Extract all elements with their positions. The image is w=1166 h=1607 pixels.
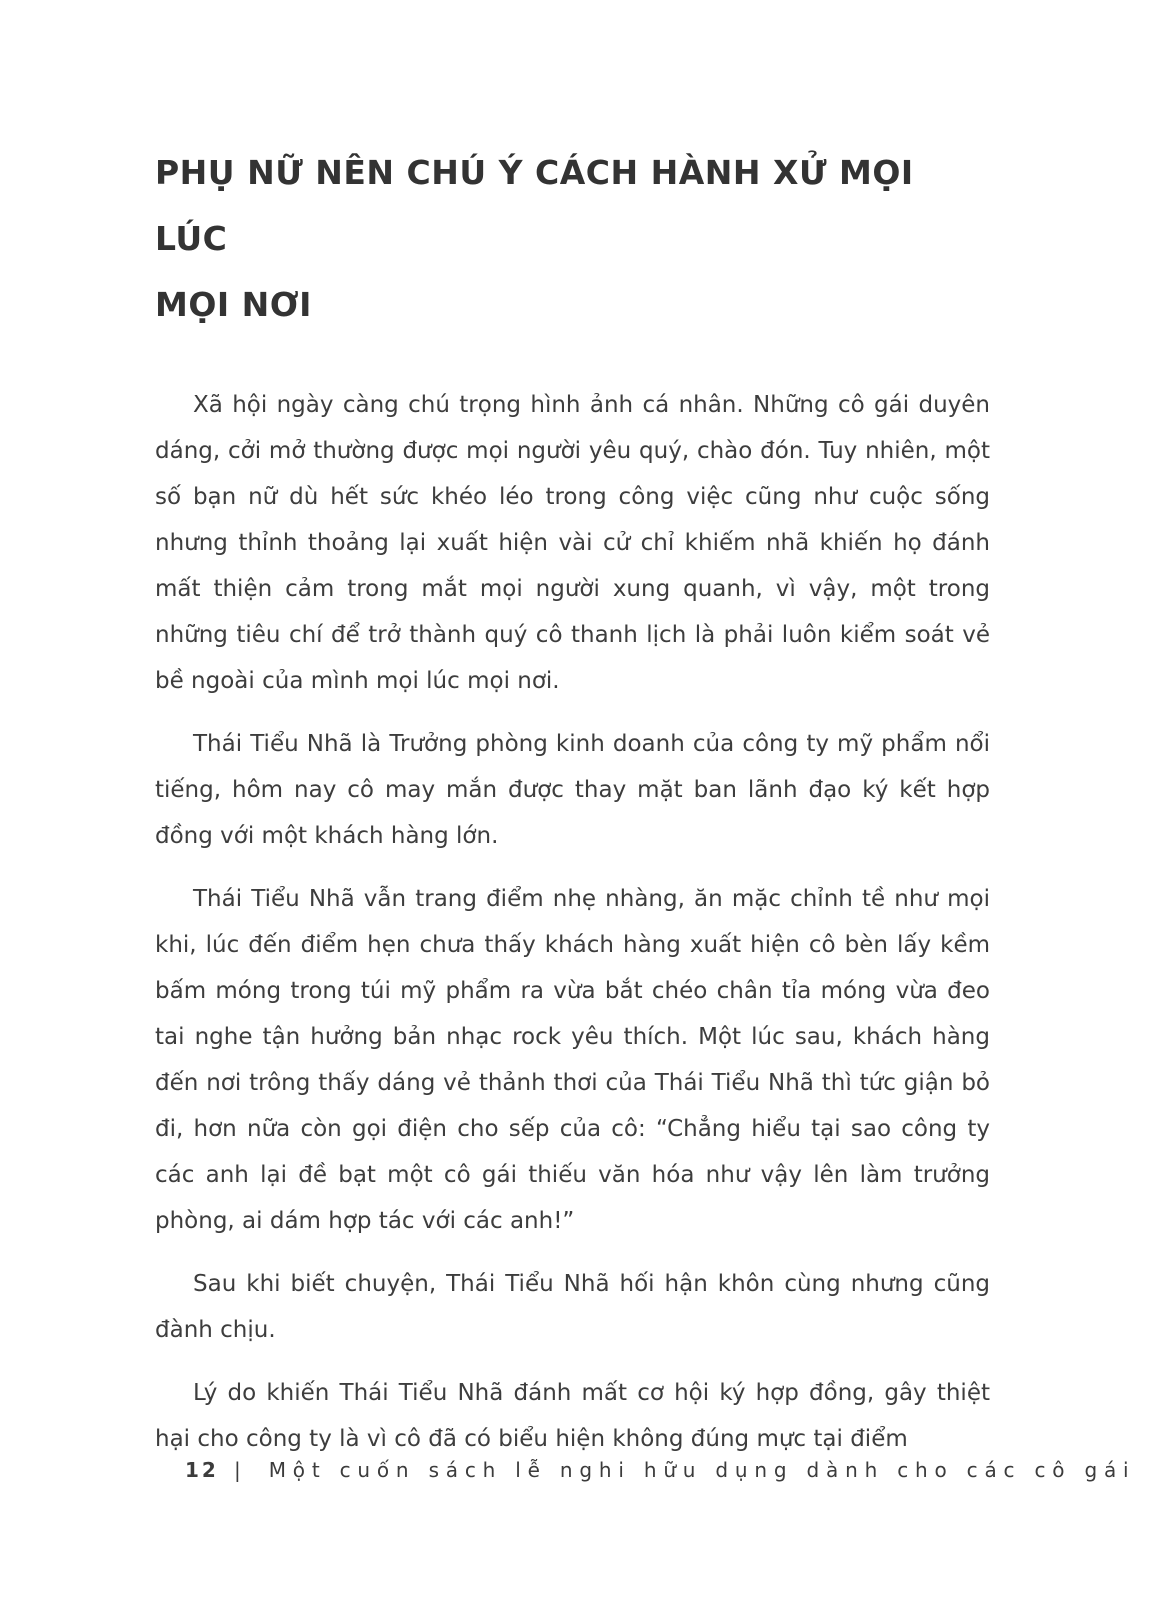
paragraph-4: Sau khi biết chuyện, Thái Tiểu Nhã hối hận khôn cùng nhưng cũng đành chịu. [155, 1271, 990, 1343]
page-number: 12 [185, 1458, 219, 1482]
footer-book-title: Một cuốn sách lễ nghi hữu dụng dành cho các cô gái [268, 1458, 1136, 1482]
page-footer [185, 1455, 1136, 1485]
chapter-title-line-2: MỌI NƠI [155, 285, 312, 324]
paragraph-2: Thái Tiểu Nhã là Trưởng phòng kinh doanh của công ty mỹ phẩm nổi tiếng, hôm nay cô may mắn được thay mặt ban lãnh đạo ký kết hợp đồng với một khách hàng lớn. [155, 731, 990, 849]
footer-separator: | [234, 1458, 248, 1482]
paragraph-1: Xã hội ngày càng chú trọng hình ảnh cá nhân. Những cô gái duyên dáng, cởi mở thường được mọi người yêu quý, chào đón. Tuy nhiên, một số bạn nữ dù hết sức khéo léo trong công việc cũng như cuộc sống nhưng thỉnh thoảng lại xuất hiện vài cử chỉ khiếm nhã khiến họ đánh mất thiện cảm trong mắt mọi người xung quanh, vì vậy, một trong những tiêu chí để trở thành quý cô thanh lịch là phải luôn kiểm soát vẻ bề ngoài của mình mọi lúc mọi nơi. [155, 392, 990, 694]
chapter-title [155, 140, 990, 338]
chapter-title-line-1: PHỤ NỮ NÊN CHÚ Ý CÁCH HÀNH XỬ MỌI LÚC [155, 153, 914, 258]
paragraph-3: Thái Tiểu Nhã vẫn trang điểm nhẹ nhàng, ăn mặc chỉnh tề như mọi khi, lúc đến điểm hẹn chưa thấy khách hàng xuất hiện cô bèn lấy kềm bấm móng trong túi mỹ phẩm ra vừa bắt chéo chân tỉa móng vừa đeo tai nghe tận hưởng bản nhạc rock yêu thích. Một lúc sau, khách hàng đến nơi trông thấy dáng vẻ thảnh thơi của Thái Tiểu Nhã thì tức giận bỏ đi, hơn nữa còn gọi điện cho sếp của cô: “Chẳng hiểu tại sao công ty các anh lại đề bạt một cô gái thiếu văn hóa như vậy lên làm trưởng phòng, ai dám hợp tác với các anh!” [155, 886, 990, 1234]
paragraph-5: Lý do khiến Thái Tiểu Nhã đánh mất cơ hội ký hợp đồng, gây thiệt hại cho công ty là vì cô đã có biểu hiện không đúng mực tại điểm [155, 1380, 990, 1452]
